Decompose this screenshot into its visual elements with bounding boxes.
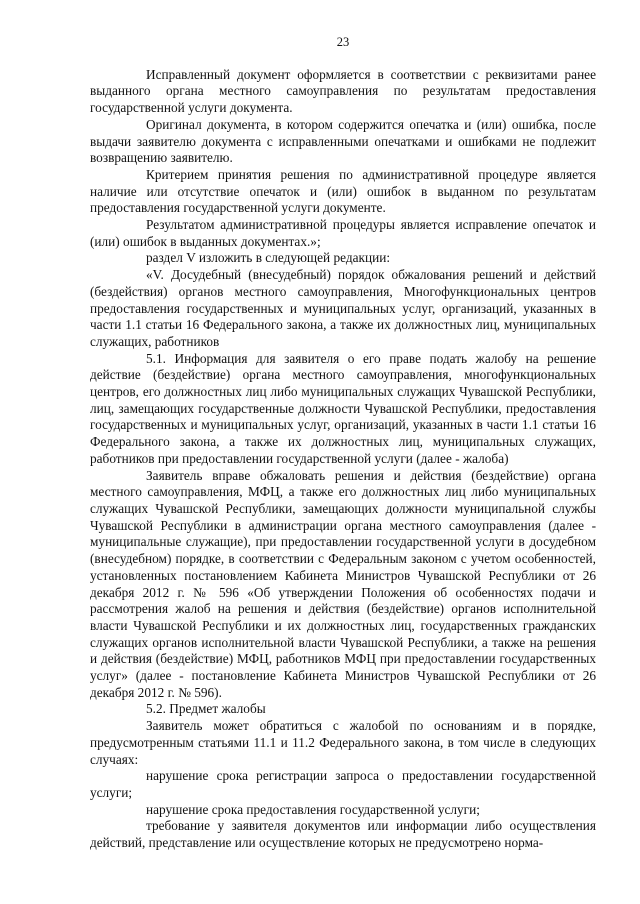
paragraph: Заявитель вправе обжаловать решения и действия (бездействие) органа местного самоуправления, МФЦ, а также его должностных лиц либо муниципальных служащих Чувашской Республики, замещающих должности муниципальной службы Чувашской Республики в администрации органа местного самоуправления (далее - муниципальные служащие), при предоставлении государственной услуги в досудебном (внесудебном) порядке, в соответствии с Федеральным законом с учетом особенностей, установленных постановлением Кабинета Министров Чувашской Республики от 26 декабря 2012 г. № 596 «Об утверждении Положения об особенностях подачи и рассмотрения жалоб на решения и действия (бездействие) органов исполнительной власти Чувашской Республики и их должностных лиц, государственных гражданских служащих органов исполнительной власти Чувашской Республики, а также на решения и действия (бездействие) МФЦ, работников МФЦ при предоставлении государственных услуг» (далее - постановление Кабинета Министров Чувашской Республики от 26 декабря 2012 г. № 596). xyxy=(90,467,596,700)
paragraph: 5.1. Информация для заявителя о его праве подать жалобу на решение действие (бездействие) органа местного самоуправления, многофункциональных центров, его должностных лиц либо муниципальных служащих Чувашской Республики, лиц, замещающих государственные должности Чувашской Республики, предоставления государственных и муниципальных услуг, организаций, указанных в части 1.1 статьи 16 Федерального закона, а также их должностных лиц, муниципальных служащих, работников при предоставлении государственной услуги (далее - жалоба) xyxy=(90,350,596,466)
document-body xyxy=(90,67,596,852)
paragraph: Заявитель может обратиться с жалобой по основаниям и в порядке, предусмотренным статьями 11.1 и 11.2 Федерального закона, в том числе в следующих случаях: xyxy=(90,718,596,767)
paragraph: Оригинал документа, в котором содержится опечатка и (или) ошибка, после выдачи заявителю документа с исправленными опечатками и ошибками не подлежит возвращению заявителю. xyxy=(90,116,596,166)
paragraph: Критерием принятия решения по административной процедуре является наличие или отсутствие опечаток и (или) ошибок в выданном по результатам предоставления государственной услуги документе. xyxy=(90,166,596,216)
page-number: 23 xyxy=(336,35,350,49)
document-page xyxy=(90,34,596,852)
paragraph: нарушение срока предоставления государственной услуги; xyxy=(146,801,480,817)
paragraph: нарушение срока регистрации запроса о предоставлении государственной услуги; xyxy=(90,768,596,800)
paragraph: 5.2. Предмет жалобы xyxy=(146,701,266,717)
paragraph: «V. Досудебный (внесудебный) порядок обжалования решений и действий (бездействия) органов местного самоуправления, Многофункциональных центров предоставления государственных и муниципальных услуг, организаций, указанных в части 1.1 статьи 16 Федерального закона, а также их должностных лиц, муниципальных служащих, работников xyxy=(90,267,596,349)
paragraph: Результатом административной процедуры является исправление опечаток и (или) ошибок в выданных документах.»; xyxy=(90,217,596,249)
paragraph: Исправленный документ оформляется в соответствии с реквизитами ранее выданного органа местного самоуправления по результатам предоставления государственной услуги документа. xyxy=(90,66,596,116)
paragraph: раздел V изложить в следующей редакции: xyxy=(146,250,391,266)
paragraph: требование у заявителя документов или информации либо осуществления действий, представление или осуществление которых не предусмотрено норма- xyxy=(90,818,596,851)
